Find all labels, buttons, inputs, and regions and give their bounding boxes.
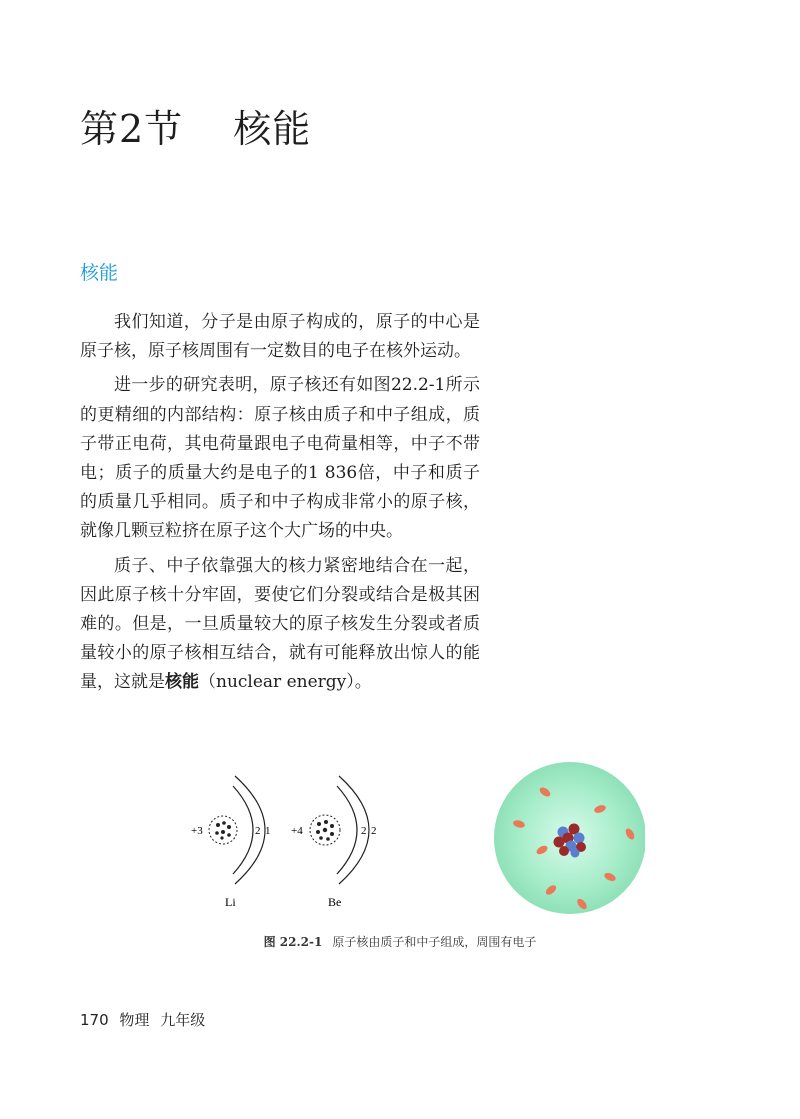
section-heading: 核能 [80,262,119,284]
li-charge: +3 [191,825,203,837]
lithium-diagram [191,776,271,909]
be-charge: +4 [291,825,303,837]
atom-figure [185,758,645,920]
paragraph-2: 进一步的研究表明，原子核还有如图22.2-1所示的更精细的内部结构：原子核由质子和中子组成，质子带正电荷，其电荷量跟电子电荷量相等，中子不带电；质子的质量大约是电子的1 836倍，中子和质子的质量几乎相同。质子和中子构成非常小的原子核，就像几颗豆粒挤在原子这个大广场的中央。 [80,375,480,542]
section-number: 第2节 [80,107,184,151]
paragraph-3-term-english: （nuclear energy）。 [199,672,372,693]
li-nucleus-particles [215,821,231,839]
figure-caption-text: 原子核由质子和中子组成，周围有电子 [332,935,537,949]
page-number: 170 [80,1011,109,1029]
be-shell-1-count: 2 [361,825,367,837]
key-term: 核能 [165,672,199,693]
li-shell-1-count: 2 [255,825,261,837]
figure-caption [0,933,800,950]
paragraph-1: 我们知道，分子是由原子构成的，原子的中心是原子核，原子核周围有一定数目的电子在核外运动。 [80,312,480,362]
li-shell-1 [233,786,253,874]
page-footer [80,1009,211,1030]
be-nucleus-particles [316,820,334,841]
body-text [80,308,480,703]
li-shell-2-count: 1 [265,825,271,837]
be-shell-2-count: 2 [371,825,377,837]
li-label: Li [225,895,236,909]
book-subject: 物理 [119,1011,150,1029]
atom-model-3d [494,762,645,914]
section-topic: 核能 [233,107,312,151]
book-grade: 九年级 [160,1011,206,1029]
beryllium-diagram [291,776,377,909]
paragraph-3 [80,552,480,698]
figure-number: 图 22.2-1 [263,935,323,949]
paragraph-3-text: 质子、中子依靠强大的核力紧密地结合在一起，因此原子核十分牢固，要使它们分裂或结合是极其困难的。但是，一旦质量较大的原子核发生分裂或者质量较小的原子核相互结合，就有可能释放出惊人的能量，这就是 [80,555,480,693]
page-title [80,98,311,153]
li-shell-2 [235,776,265,884]
be-label: Be [328,895,342,909]
